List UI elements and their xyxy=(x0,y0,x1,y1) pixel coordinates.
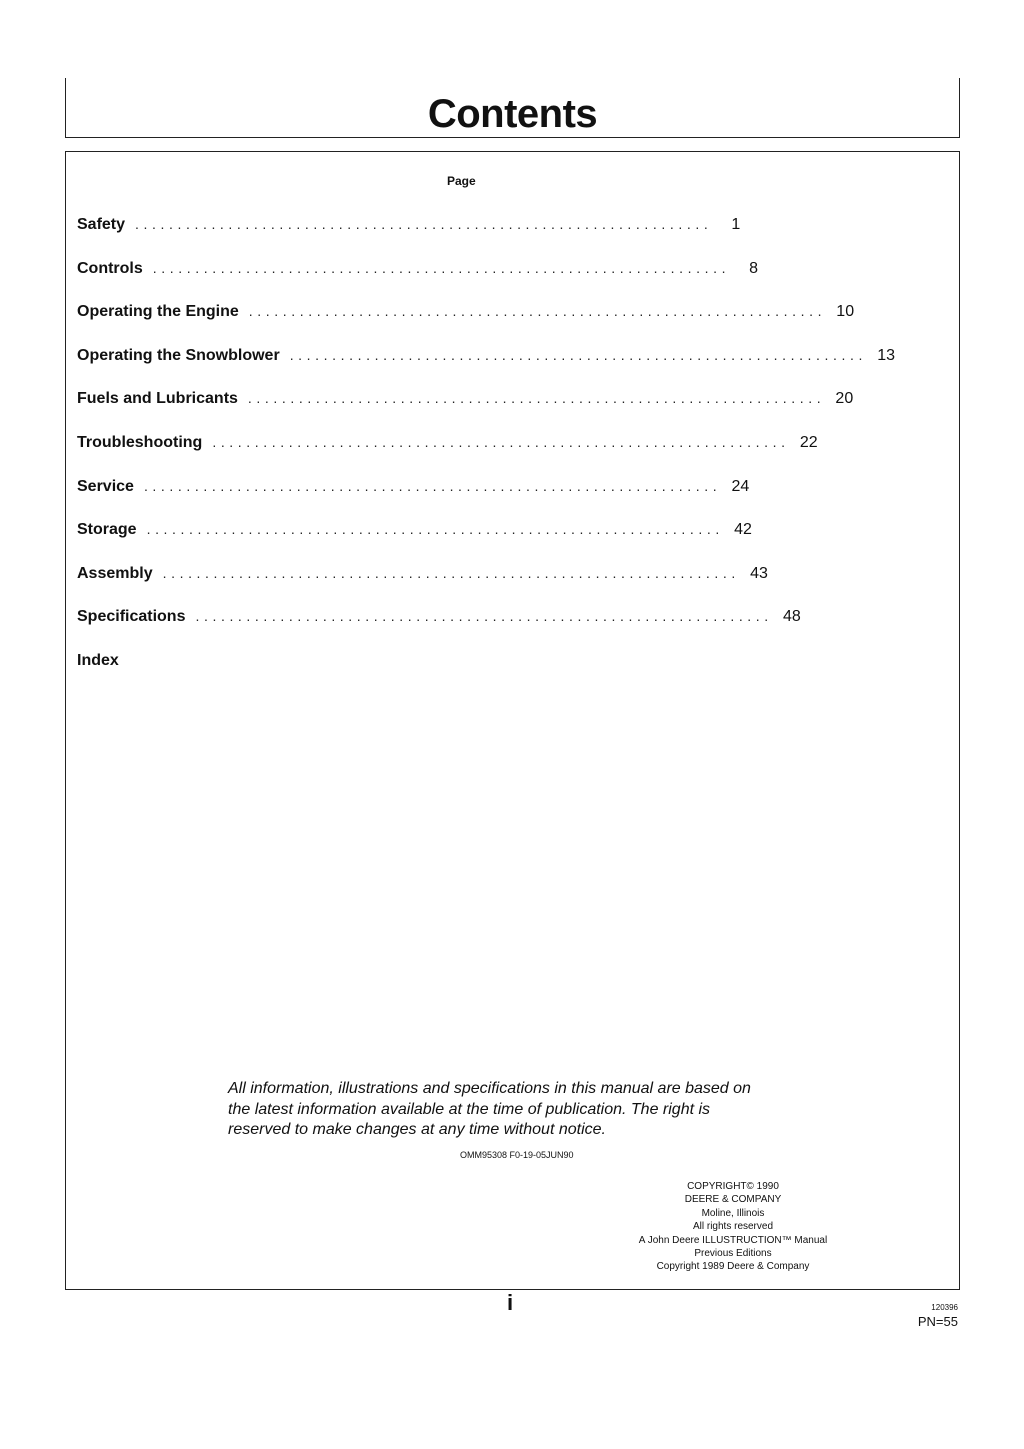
pn-code: PN=55 xyxy=(917,1314,958,1329)
toc-entry-assembly[interactable] xyxy=(77,564,768,609)
disclaimer-line: All information, illustrations and specifications in this manual are based on xyxy=(228,1080,751,1097)
toc-leader-dots: .................................................................... xyxy=(162,564,740,581)
table-of-contents xyxy=(77,216,895,696)
copyright-line: DEERE & COMPANY xyxy=(684,1194,782,1206)
toc-leader-dots: .................................................................... xyxy=(212,433,790,450)
toc-entry-title: Specifications xyxy=(77,608,186,626)
toc-entry-page: 8 xyxy=(749,259,759,277)
revision-code: 120396 xyxy=(931,1303,958,1312)
toc-entry-controls[interactable] xyxy=(77,259,759,304)
toc-entry-page: 43 xyxy=(750,564,768,582)
document-code: OMM95308 F0-19-05JUN90 xyxy=(460,1150,574,1160)
toc-leader-dots: .................................................................... xyxy=(146,521,724,538)
toc-entry-safety[interactable] xyxy=(77,216,741,260)
toc-entry-title: Safety xyxy=(77,216,126,233)
toc-entry-title: Troubleshooting xyxy=(77,433,203,451)
toc-leader-dots: .................................................................... xyxy=(135,216,713,232)
toc-entry-title: Operating the Engine xyxy=(77,303,239,321)
toc-entry-index[interactable] xyxy=(77,652,479,696)
copyright-line: A John Deere ILLUSTRUCTION™ Manual xyxy=(638,1234,828,1246)
disclaimer-text xyxy=(228,1079,828,1141)
copyright-line: Copyright 1989 Deere & Company xyxy=(656,1261,810,1273)
toc-entry-page: 42 xyxy=(734,521,752,539)
toc-entry-page: 24 xyxy=(731,477,750,495)
copyright-line: All rights reserved xyxy=(692,1221,774,1233)
copyright-line: Moline, Illinois xyxy=(701,1207,765,1219)
title-box xyxy=(65,78,960,138)
toc-leader-dots: .................................................................... xyxy=(247,390,826,407)
toc-leader-dots: .................................................................... xyxy=(152,259,731,276)
toc-entry-service[interactable] xyxy=(77,477,750,522)
contents-box xyxy=(65,151,960,1290)
copyright-block xyxy=(611,1180,855,1274)
toc-entry-specifications[interactable] xyxy=(77,608,801,652)
page-number: i xyxy=(507,1290,514,1315)
toc-entry-title: Controls xyxy=(77,259,143,277)
page-column-heading: Page xyxy=(447,174,476,188)
copyright-line: COPYRIGHT© 1990 xyxy=(687,1181,779,1192)
toc-entry-page: 10 xyxy=(836,303,855,321)
toc-entry-page: 48 xyxy=(782,608,801,626)
page-title: Contents xyxy=(427,92,598,136)
toc-leader-dots: .................................................................... xyxy=(143,477,722,494)
toc-entry-operating-engine[interactable] xyxy=(77,303,855,347)
toc-entry-operating-snowblower[interactable] xyxy=(77,346,895,391)
toc-leader-dots: .................................................................... xyxy=(289,346,867,363)
toc-entry-page: 1 xyxy=(731,216,741,233)
toc-entry-fuels-lubricants[interactable] xyxy=(77,390,854,434)
disclaimer-line: reserved to make changes at any time without notice. xyxy=(228,1121,606,1138)
toc-entry-title: Operating the Snowblower xyxy=(77,346,280,364)
disclaimer-line: the latest information available at the time of publication. The right is xyxy=(228,1100,711,1118)
copyright-line: Previous Editions xyxy=(694,1248,772,1260)
toc-entry-page: 22 xyxy=(799,433,818,451)
toc-entry-page: 13 xyxy=(877,346,895,364)
toc-leader-dots: .................................................................... xyxy=(248,303,827,320)
toc-leader-dots: .................................................................... xyxy=(195,608,773,625)
toc-entry-title: Service xyxy=(77,477,134,495)
toc-entry-storage[interactable] xyxy=(77,521,752,565)
toc-entry-title: Fuels and Lubricants xyxy=(77,390,238,408)
toc-entry-page: 20 xyxy=(835,390,854,408)
toc-entry-troubleshooting[interactable] xyxy=(77,433,818,478)
toc-entry-title: Storage xyxy=(77,521,137,539)
toc-entry-title: Index xyxy=(77,651,119,669)
toc-entry-title: Assembly xyxy=(77,564,153,582)
